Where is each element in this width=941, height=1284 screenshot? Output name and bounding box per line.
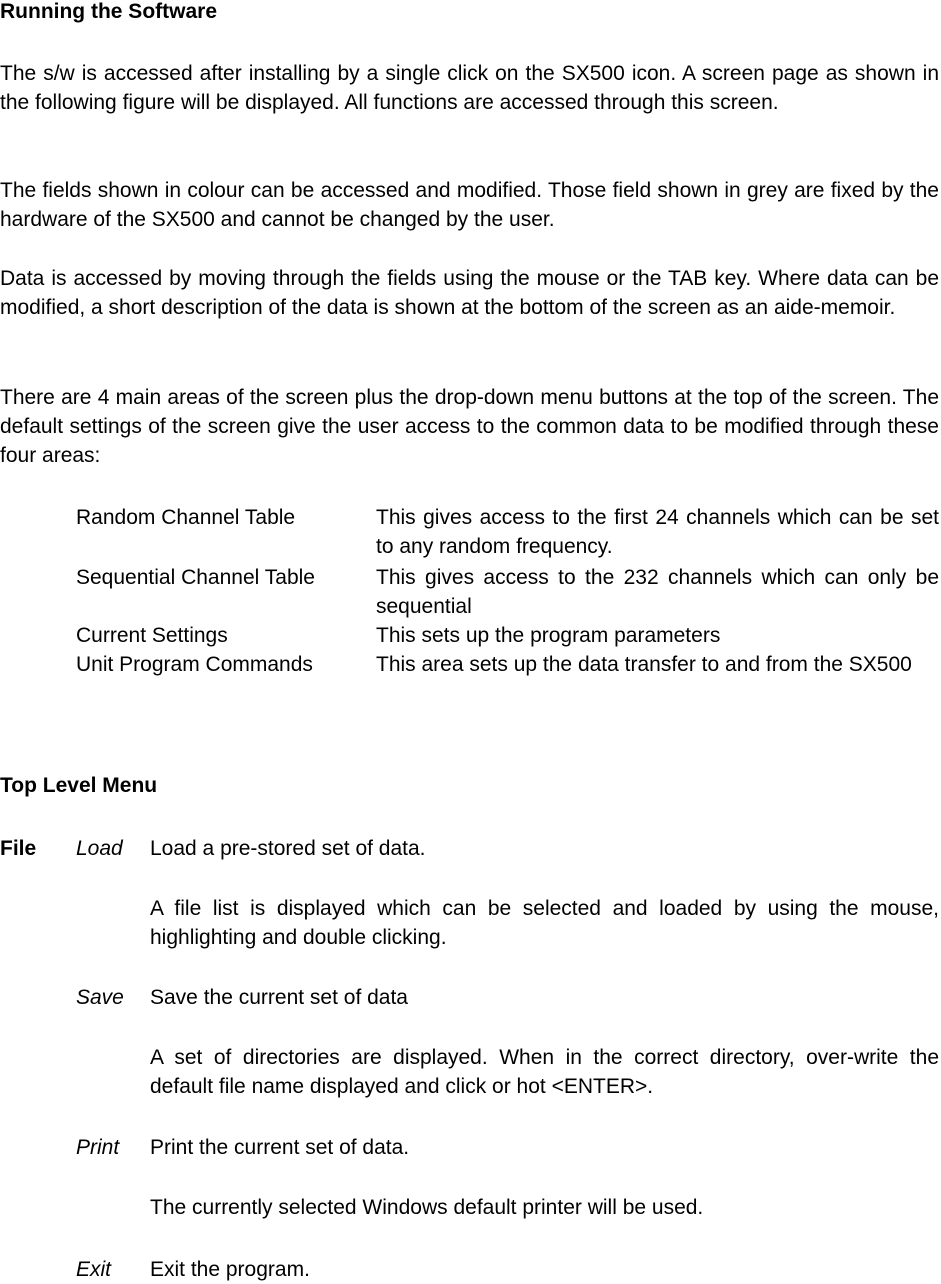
- paragraph-main-areas: There are 4 main areas of the screen plus the drop-down menu buttons at the top of the screen. The default settings of the screen give the user access to the common data to be modified through these four areas:: [0, 386, 939, 467]
- area-term-current-settings: Current Settings: [76, 624, 228, 647]
- menu-desc-exit: Exit the program.: [150, 1258, 310, 1281]
- area-desc-random-channel-table: This gives access to the first 24 channels which can be set to any random frequency.: [376, 506, 939, 558]
- menu-cmd-save: Save: [76, 986, 124, 1009]
- area-desc-sequential-channel-table: This gives access to the 232 channels which can only be sequential: [376, 566, 939, 618]
- menu-desc-print: Print the current set of data.: [150, 1136, 410, 1159]
- menu-desc-save: Save the current set of data: [150, 986, 408, 1009]
- area-term-unit-program-commands: Unit Program Commands: [76, 653, 313, 676]
- paragraph-access: The s/w is accessed after installing by a single click on the SX500 icon. A screen page as shown in the following figure will be displayed. All functions are accessed through this screen.: [0, 62, 939, 114]
- area-term-sequential-channel-table: Sequential Channel Table: [76, 566, 315, 589]
- menu-label-file: File: [0, 837, 37, 860]
- menu-detail-print: The currently selected Windows default printer will be used.: [150, 1196, 704, 1219]
- menu-detail-save: A set of directories are displayed. When in the correct directory, over-write the default file name displayed and click or hot <ENTER>.: [150, 1046, 939, 1098]
- menu-cmd-exit: Exit: [76, 1258, 112, 1281]
- area-desc-current-settings: This sets up the program parameters: [376, 624, 721, 647]
- paragraph-fields: The fields shown in colour can be accessed and modified. Those field shown in grey are fixed by the hardware of the SX500 and cannot be changed by the user.: [0, 179, 939, 231]
- section-title-top-level-menu: Top Level Menu: [0, 774, 158, 797]
- menu-detail-load: A file list is displayed which can be selected and loaded by using the mouse, highlighting and double clicking.: [150, 897, 939, 949]
- area-desc-unit-program-commands: This area sets up the data transfer to and from the SX500: [376, 653, 912, 676]
- menu-cmd-print: Print: [76, 1136, 120, 1159]
- area-term-random-channel-table: Random Channel Table: [76, 506, 296, 529]
- paragraph-data-access: Data is accessed by moving through the fields using the mouse or the TAB key. Where data can be modified, a short description of the data is shown at the bottom of the screen as an aide-memoir.: [0, 267, 939, 319]
- menu-cmd-load: Load: [76, 837, 123, 860]
- section-title-running-software: Running the Software: [0, 0, 217, 23]
- menu-desc-load: Load a pre-stored set of data.: [150, 837, 426, 860]
